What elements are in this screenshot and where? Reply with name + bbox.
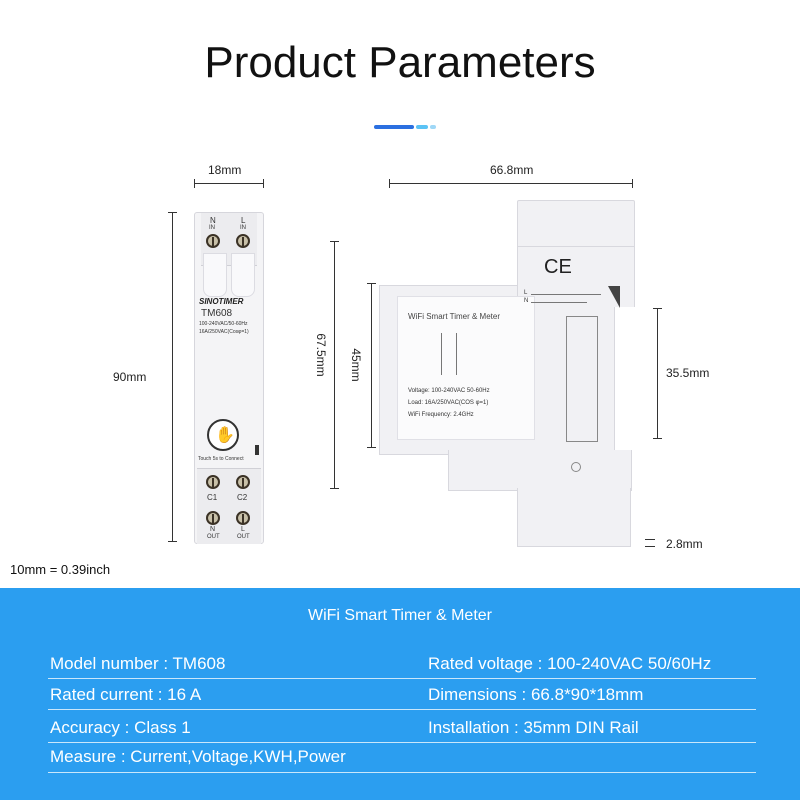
spec-accuracy: Accuracy : Class 1 (50, 718, 191, 737)
c2-label: C2 (237, 493, 248, 502)
spec-divider-3 (48, 742, 756, 743)
front-height-label: 90mm (113, 370, 147, 384)
inner-height-line (371, 283, 372, 448)
page-title: Product Parameters (204, 38, 596, 87)
spec-dimensions: Dimensions : 66.8*90*18mm (428, 685, 644, 704)
front-wire-slot-left (203, 253, 227, 297)
terminal-n-in-sub: IN (209, 225, 215, 231)
screw-l-out (236, 511, 250, 525)
label-voltage: Voltage: 100-240VAC 50-60Hz (408, 388, 490, 394)
screw-l-in (236, 234, 250, 248)
terminal-n-out-sub: OUT (207, 534, 220, 540)
title-accent-blue (374, 125, 414, 129)
inner-height-tick-bottom (367, 447, 376, 448)
screw-n-out (206, 511, 220, 525)
front-spec-line2: 16A/250VAC(Cosφ=1) (199, 329, 249, 335)
front-width-line (194, 183, 264, 184)
touch-button[interactable] (207, 419, 239, 451)
front-width-tick-right (263, 179, 264, 188)
side-height-tick-top (330, 241, 339, 242)
inner-height-label: 45mm (349, 348, 363, 382)
specs-heading: WiFi Smart Timer & Meter (307, 607, 492, 624)
unit-conversion-note: 10mm = 0.39inch (10, 562, 111, 577)
label-wifi: WiFi Frequency: 2.4GHz (408, 412, 474, 418)
screw-n-in (206, 234, 220, 248)
label-load: Load: 16A/250VAC(COS φ=1) (408, 400, 489, 406)
model-label: TM608 (201, 308, 233, 319)
side-rail-foot (517, 488, 631, 547)
front-height-tick-bottom (168, 541, 177, 542)
spec-rated-voltage: Rated voltage : 100-240VAC 50/60Hz (428, 654, 712, 673)
spec-divider-4 (48, 772, 756, 773)
side-width-label: 66.8mm (490, 163, 534, 177)
terminal-l-in-sub: IN (240, 225, 246, 231)
side-wire-n (531, 302, 587, 303)
label-wiring-diagram (441, 333, 457, 375)
terminal-l-out-label: L (241, 526, 245, 533)
rail-label: 2.8mm (666, 537, 703, 551)
terminal-l-out-sub: OUT (237, 534, 250, 540)
front-width-label: 18mm (208, 163, 242, 177)
brand-label: SINOTIMER (199, 297, 244, 306)
terminal-n-in-label: N (210, 216, 216, 225)
spec-rated-current: Rated current : 16 A (50, 685, 202, 704)
status-led (255, 445, 259, 455)
terminal-n-out-label: N (210, 526, 216, 533)
inner-height-tick-top (367, 283, 376, 284)
side-width-tick-right (632, 179, 633, 188)
rail-line-top (645, 539, 655, 540)
title-accent-light (430, 125, 436, 129)
right-height-tick-bottom (653, 438, 662, 439)
side-n-label: N (524, 298, 529, 304)
front-height-tick-top (168, 212, 177, 213)
screw-c2 (236, 475, 250, 489)
side-l-label: L (524, 290, 528, 296)
right-height-label: 35.5mm (666, 366, 710, 380)
side-wire-l (531, 294, 601, 295)
side-relay-diagram (566, 316, 598, 442)
terminal-l-in-label: L (241, 216, 246, 225)
side-height-line (334, 241, 335, 489)
side-lower-body (448, 450, 632, 491)
right-height-tick-top (653, 308, 662, 309)
side-width-line (389, 183, 633, 184)
side-relay-lamp (571, 462, 581, 472)
front-spec-line1: 100-240VAC/50-60Hz (199, 321, 248, 327)
spec-installation: Installation : 35mm DIN Rail (428, 718, 639, 737)
right-height-line (657, 308, 658, 439)
spec-model-number: Model number : TM608 (50, 654, 226, 673)
title-accent-cyan (416, 125, 428, 129)
side-clip-notch (608, 286, 620, 308)
label-title: WiFi Smart Timer & Meter (408, 312, 501, 321)
front-device-body (194, 212, 264, 544)
side-height-tick-bottom (330, 488, 339, 489)
side-rear-top (517, 200, 635, 250)
front-width-tick-left (194, 179, 195, 188)
spec-measure: Measure : Current,Voltage,KWH,Power (50, 747, 346, 766)
rail-line-bottom (645, 546, 655, 547)
spec-divider-1 (48, 678, 756, 679)
spec-divider-2 (48, 709, 756, 710)
front-wire-slot-right (231, 253, 255, 297)
touch-instruction: Touch 5s to Connect (198, 456, 244, 462)
screw-c1 (206, 475, 220, 489)
front-height-line (172, 212, 173, 542)
side-height-label: 67.5mm (314, 333, 328, 377)
side-width-tick-left (389, 179, 390, 188)
power-hand-icon: ✋ (215, 427, 235, 444)
ce-mark: CE (544, 256, 572, 278)
c1-label: C1 (207, 493, 218, 502)
